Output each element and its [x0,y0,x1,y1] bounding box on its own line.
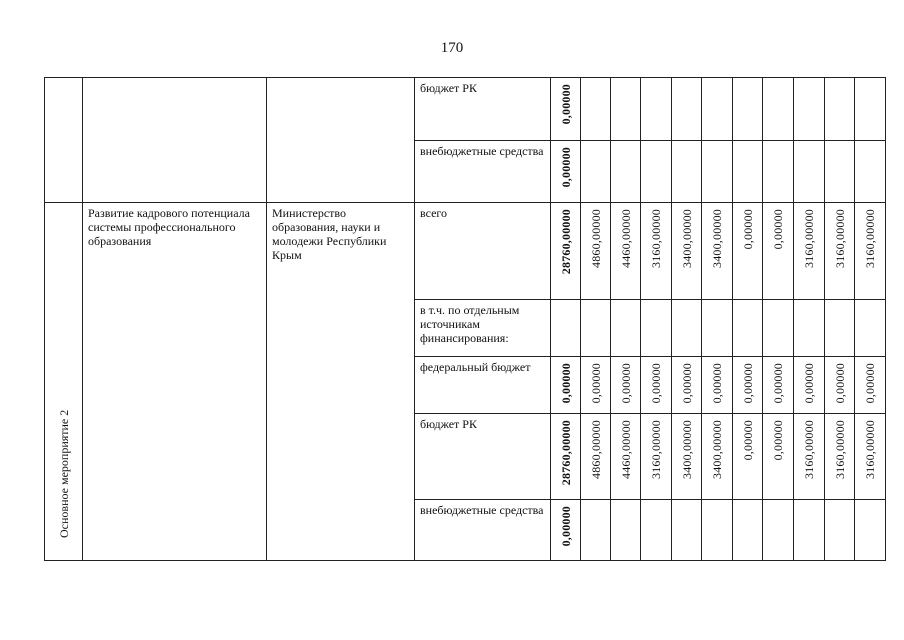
year-cell [825,414,855,500]
year-cell [825,141,855,203]
year-cell [641,78,672,141]
year-cell [825,203,855,300]
year-value: 3160,00000 [832,209,847,268]
year-cell [733,300,763,357]
activity-label-cell [45,78,83,203]
executor-cell: Министерство образования, науки и молодежи Республики Крым [267,203,415,561]
funding-source-cell: бюджет РК [415,78,551,141]
year-cell [763,141,794,203]
total-cell [551,203,581,300]
year-cell [794,203,825,300]
budget-table [44,77,886,561]
total-cell [551,357,581,414]
year-value: 0,00000 [802,363,816,404]
year-cell [855,300,886,357]
year-value: 0,00000 [679,363,694,404]
year-value: 4860,00000 [588,209,603,268]
year-cell [611,141,641,203]
year-value: 0,00000 [771,420,785,461]
table-row [45,203,886,300]
total-cell [551,78,581,141]
year-cell [581,500,611,561]
year-cell [794,300,825,357]
activity-name-cell [83,78,267,203]
total-value: 28760,00000 [558,209,573,275]
year-cell [855,357,886,414]
year-cell [702,357,733,414]
year-value: 0,00000 [771,363,785,404]
year-cell [672,357,702,414]
total-value: 0,00000 [558,84,573,125]
year-value: 4460,00000 [618,420,633,479]
year-cell [672,414,702,500]
year-value: 0,00000 [863,363,877,404]
year-cell [641,357,672,414]
funding-source-cell: бюджет РК [415,414,551,500]
funding-source-cell: внебюджетные средства [415,500,551,561]
year-value: 0,00000 [618,363,633,404]
year-cell [794,414,825,500]
year-cell [581,203,611,300]
table-row [45,78,886,141]
total-cell [551,300,581,357]
year-cell [855,414,886,500]
year-cell [733,357,763,414]
total-cell [551,500,581,561]
year-cell [794,78,825,141]
year-value: 0,00000 [588,363,603,404]
year-value: 3400,00000 [679,420,694,479]
year-cell [825,300,855,357]
year-value: 4860,00000 [588,420,603,479]
year-cell [825,500,855,561]
year-value: 0,00000 [740,420,755,461]
total-value: 0,00000 [558,506,573,547]
activity-label: Основное мероприятие 2 [56,409,71,538]
year-cell [611,203,641,300]
year-cell [641,414,672,500]
year-cell [702,500,733,561]
year-value: 0,00000 [649,363,663,404]
year-cell [763,203,794,300]
year-cell [641,203,672,300]
executor-cell [267,78,415,203]
year-cell [855,78,886,141]
year-cell [672,78,702,141]
year-value: 0,00000 [710,363,724,404]
table-body [45,78,886,561]
year-cell [611,78,641,141]
year-cell [702,203,733,300]
total-cell [551,414,581,500]
year-cell [794,500,825,561]
year-cell [702,141,733,203]
activity-name-cell: Развитие кадрового потенциала системы профессионального образования [83,203,267,561]
year-cell [702,300,733,357]
year-cell [611,500,641,561]
year-cell [672,300,702,357]
funding-source-cell: федеральный бюджет [415,357,551,414]
year-value: 0,00000 [740,363,755,404]
total-cell [551,141,581,203]
funding-source-cell: внебюджетные средства [415,141,551,203]
year-cell [611,357,641,414]
year-cell [641,300,672,357]
year-cell [763,78,794,141]
year-value: 0,00000 [832,363,847,404]
year-cell [855,141,886,203]
year-cell [794,141,825,203]
year-cell [702,414,733,500]
year-cell [825,78,855,141]
year-value: 3160,00000 [802,420,816,479]
activity-label-cell [45,203,83,561]
year-value: 3160,00000 [863,420,877,479]
year-cell [855,500,886,561]
year-cell [581,78,611,141]
year-value: 4460,00000 [618,209,633,268]
year-cell [672,141,702,203]
year-cell [581,300,611,357]
year-value: 3400,00000 [679,209,694,268]
year-cell [733,78,763,141]
year-cell [702,78,733,141]
year-cell [641,141,672,203]
page-number: 170 [440,40,464,56]
year-cell [763,414,794,500]
total-value: 28760,00000 [558,420,573,486]
year-cell [581,141,611,203]
year-cell [794,357,825,414]
year-cell [855,203,886,300]
year-cell [733,500,763,561]
year-cell [733,203,763,300]
funding-source-cell: в т.ч. по отдельным источникам финансирования: [415,300,551,357]
year-value: 3160,00000 [832,420,847,479]
year-value: 3400,00000 [710,420,724,479]
year-cell [763,500,794,561]
year-cell [763,357,794,414]
year-cell [581,357,611,414]
year-cell [825,357,855,414]
total-value: 0,00000 [558,147,573,188]
year-cell [733,414,763,500]
year-cell [672,500,702,561]
year-value: 3160,00000 [649,209,663,268]
year-value: 3160,00000 [863,209,877,268]
year-cell [611,414,641,500]
year-cell [733,141,763,203]
funding-source-cell: всего [415,203,551,300]
year-cell [641,500,672,561]
year-cell [581,414,611,500]
year-value: 0,00000 [740,209,755,250]
total-value: 0,00000 [558,363,573,404]
year-cell [611,300,641,357]
year-cell [763,300,794,357]
year-value: 0,00000 [771,209,785,250]
year-cell [672,203,702,300]
year-value: 3400,00000 [710,209,724,268]
year-value: 3160,00000 [649,420,663,479]
year-value: 3160,00000 [802,209,816,268]
